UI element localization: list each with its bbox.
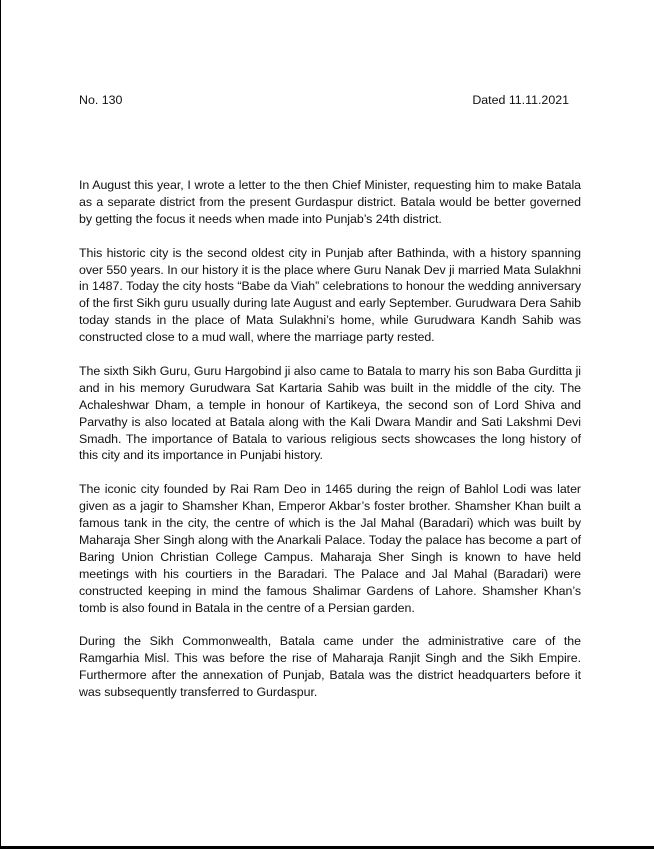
letter-header [79,92,569,110]
paragraph-iconic-city: The iconic city founded by Rai Ram Deo in 1465 during the reign of Bahlol Lodi was later given as a jagir to Shamsher Khan, Emperor Akbar’s foster brother. Shamsher Khan built a famous tank in the city, the centre of which is the Jal Mahal (Baradari) which was built by Maharaja Sher Singh along with the Anarkali Palace. Today the palace has become a part of Baring Union Christian College Campus. Maharaja Sher Singh is known to have held meetings with his courtiers in the Baradari. The Palace and Jal Mahal (Baradari) were constructed keeping in mind the famous Shalimar Gardens of Lahore. Shamsher Khan’s tomb is also found in Batala in the centre of a Persian garden. [79,482,581,615]
letter-number: No. 130 [79,93,123,107]
paragraph-district-request: In August this year, I wrote a letter to the then Chief Minister, requesting him to make Batala as a separate district from the present Gurdaspur district. Batala would be better governed by getting the focus it needs when made into Punjab’s 24th district. [79,178,581,226]
paragraph-historic-city: This historic city is the second oldest city in Punjab after Bathinda, with a history spanning over 550 years. In our history it is the place where Guru Nanak Dev ji married Mata Sulakhni in 1487. Today the city hosts “Babe da Viah” celebrations to honour the wedding anniversary of the first Sikh guru usually during late August and early September. Gurudwara Dera Sahib today stands in the place of Mata Sulakhni’s home, while Gurudwara Kandh Sahib was constructed close to a mud wall, where the marriage party rested. [79,245,581,345]
letter-date: Dated 11.11.2021 [472,93,569,107]
letter-body [79,177,581,718]
paragraph-sikh-commonwealth: During the Sikh Commonwealth, Batala came under the administrative care of the Ramgarhia Misl. This was before the rise of Maharaja Ranjit Singh and the Sikh Empire. Furthermore after the annexation of Punjab, Batala was the district headquarters before it was subsequently transferred to Gurdaspur. [79,634,581,700]
paragraph-sixth-guru: The sixth Sikh Guru, Guru Hargobind ji also came to Batala to marry his son Baba Gurditta ji and in his memory Gurudwara Sat Kartaria Sahib was built in the middle of the city. The Achaleshwar Dham, a temple in honour of Kartikeya, the second son of Lord Shiva and Parvathy is also located at Batala along with the Kali Dwara Mandir and Sati Lakshmi Devi Smadh. The importance of Batala to various religious sects showcases the long history of this city and its importance in Punjabi history. [79,363,581,463]
